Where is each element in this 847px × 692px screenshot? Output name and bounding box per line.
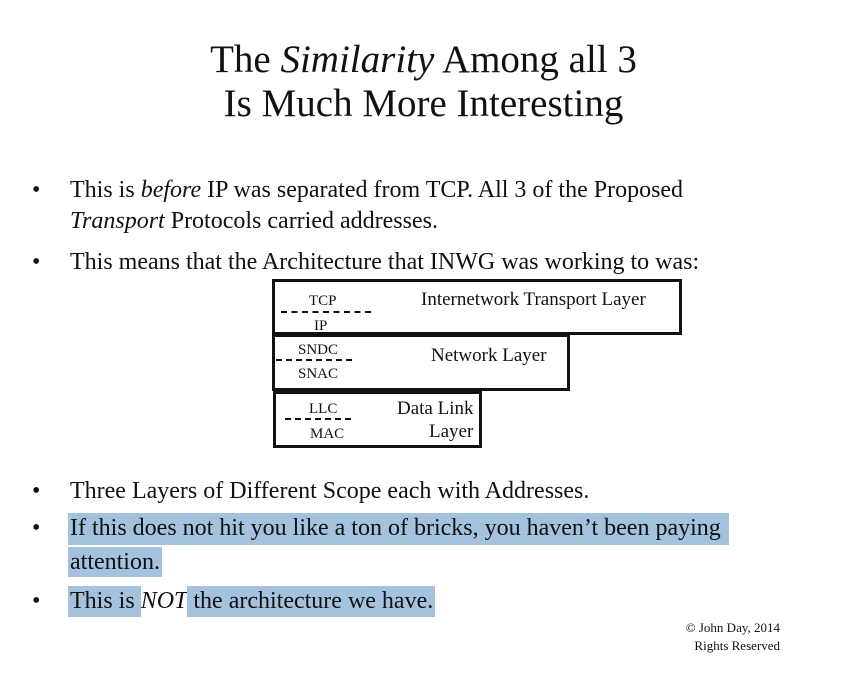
sublayer-upper: TCP xyxy=(309,293,337,309)
bullet-icon: • xyxy=(32,588,41,614)
slide-title xyxy=(0,38,847,126)
highlighted-text[interactable]: attention. xyxy=(70,549,160,575)
layer-name: Data Link xyxy=(397,398,474,419)
bullet-icon: • xyxy=(32,515,41,541)
sublayer-upper: SNDC xyxy=(298,342,339,358)
sublayer-lower: SNAC xyxy=(298,366,339,382)
title-text: Among all 3 xyxy=(434,38,637,81)
text: This is xyxy=(70,177,141,203)
layer-name: Internetwork Transport Layer xyxy=(421,289,646,310)
text: IP was separated from TCP. All 3 of the Proposed xyxy=(201,177,684,203)
bullet-text-highlighted[interactable] xyxy=(68,513,729,543)
bullet-text xyxy=(70,206,438,236)
title-line-2: Is Much More Interesting xyxy=(223,82,624,125)
sublayer-divider xyxy=(276,359,352,361)
highlighted-text[interactable]: This is xyxy=(68,586,141,617)
bullet-icon: • xyxy=(32,478,41,504)
bullet-text: This means that the Architecture that INWG was working to was: xyxy=(70,249,700,275)
sublayer-upper: LLC xyxy=(309,401,338,417)
bullet-icon: • xyxy=(32,249,41,275)
layer-name: Network Layer xyxy=(431,345,547,366)
layer-name: Layer xyxy=(429,421,474,442)
emphasis: before xyxy=(140,177,202,203)
text: Protocols carried addresses. xyxy=(164,208,438,234)
title-emphasis: Similarity xyxy=(280,38,435,81)
emphasis[interactable]: NOT xyxy=(140,588,188,614)
emphasis: Transport xyxy=(70,208,165,234)
sublayer-divider xyxy=(285,418,351,420)
copyright-notice xyxy=(640,619,780,655)
bullet-text: Three Layers of Different Scope each with Addresses. xyxy=(70,478,590,504)
title-line-1 xyxy=(0,38,847,82)
bullet-text-highlighted[interactable] xyxy=(68,586,435,616)
highlighted-text[interactable]: If this does not hit you like a ton of bricks, you haven’t been paying xyxy=(68,513,729,545)
copyright-line: © John Day, 2014 xyxy=(685,620,780,635)
sublayer-divider xyxy=(281,311,371,313)
copyright-line: Rights Reserved xyxy=(694,638,780,653)
highlighted-text[interactable]: the architecture we have. xyxy=(187,586,435,617)
title-text: The xyxy=(210,38,281,81)
bullet-text xyxy=(70,175,683,205)
bullet-text-highlighted[interactable] xyxy=(68,547,162,577)
sublayer-lower: MAC xyxy=(310,426,345,442)
sublayer-lower: IP xyxy=(314,318,328,334)
bullet-icon: • xyxy=(32,177,41,203)
